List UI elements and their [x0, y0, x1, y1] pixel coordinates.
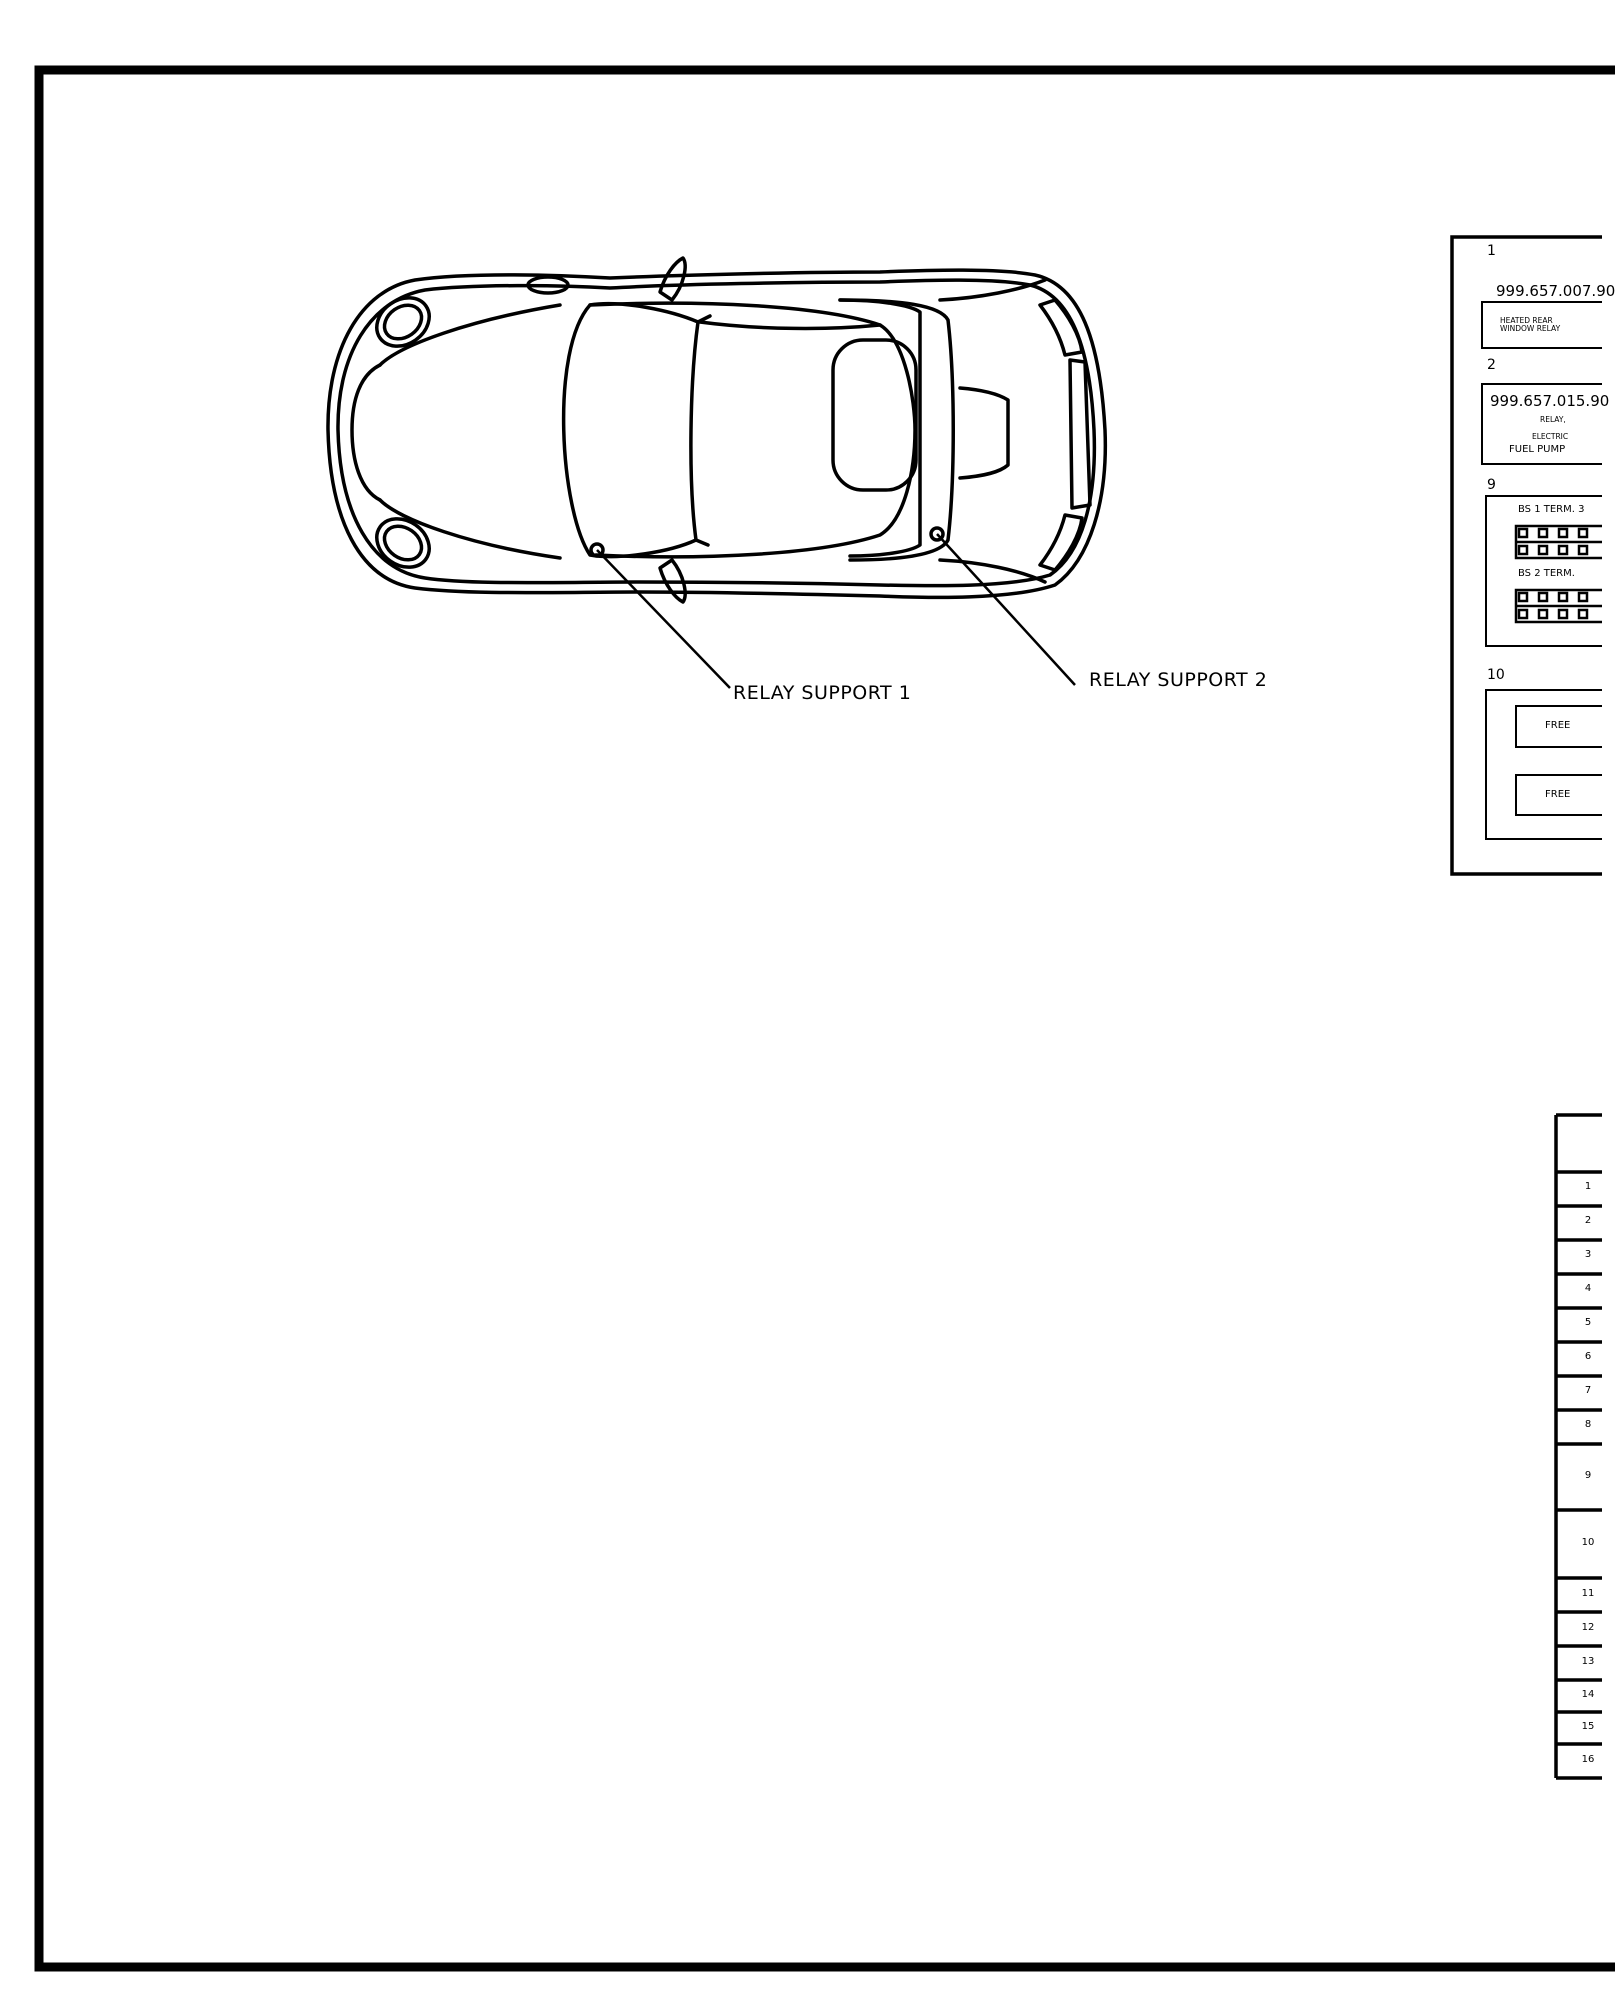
table-row-number: 4 — [1584, 1283, 1592, 1294]
table-row-number: 14 — [1581, 1689, 1595, 1700]
table-row-number: 10 — [1581, 1537, 1595, 1548]
relay-position-9-number: 9 — [1487, 477, 1496, 493]
relay-position-10-number: 10 — [1487, 667, 1505, 683]
drawing-border — [39, 70, 1615, 1967]
terminal-strip-bs1-label: BS 1 TERM. 3 — [1518, 504, 1585, 515]
relay-support-1-label: RELAY SUPPORT 1 — [733, 682, 912, 704]
terminal-strip-bs2-label: BS 2 TERM. — [1518, 568, 1575, 579]
relay-position-1-number: 1 — [1487, 243, 1496, 259]
table-row-number: 11 — [1581, 1588, 1595, 1599]
relay-position-2-desc-line2: ELECTRIC — [1532, 432, 1569, 441]
table-row-number: 2 — [1584, 1215, 1592, 1226]
table-row-number: 9 — [1584, 1470, 1592, 1481]
leader-line-relay-support-2 — [937, 534, 1075, 685]
relay-support-2-label: RELAY SUPPORT 2 — [1089, 669, 1268, 691]
table-row-number: 15 — [1581, 1721, 1595, 1732]
relay-position-1-desc-line2: WINDOW RELAY — [1500, 324, 1561, 333]
table-row-number: 7 — [1584, 1385, 1592, 1396]
relay-position-2-part-number: 999.657.015.90 — [1490, 392, 1610, 410]
terminal-strip-bs1 — [1516, 526, 1602, 558]
table-row-number: 12 — [1581, 1622, 1595, 1633]
leader-line-relay-support-1 — [597, 550, 730, 688]
free-slot-2-label: FREE — [1545, 789, 1571, 800]
table-row-number: 16 — [1581, 1754, 1595, 1765]
table-row-number: 13 — [1581, 1656, 1595, 1667]
table-row-number: 6 — [1584, 1351, 1592, 1362]
free-slot-1-label: FREE — [1545, 720, 1571, 731]
terminal-strip-bs2 — [1516, 590, 1602, 622]
table-row-number: 3 — [1584, 1249, 1592, 1260]
relay-position-1-desc-line1: HEATED REAR — [1500, 316, 1553, 325]
table-row-number: 1 — [1584, 1181, 1592, 1192]
car-top-view-drawing — [328, 258, 1105, 602]
relay-position-10-box — [1486, 690, 1602, 839]
relay-position-2-desc-line3: FUEL PUMP — [1509, 444, 1566, 455]
table-row-number: 5 — [1584, 1317, 1592, 1328]
relay-position-1-part-number: 999.657.007.90 — [1496, 282, 1615, 300]
relay-position-2-number: 2 — [1487, 357, 1496, 373]
table-row-number: 8 — [1584, 1419, 1592, 1430]
relay-position-2-desc-line1: RELAY, — [1540, 415, 1566, 424]
